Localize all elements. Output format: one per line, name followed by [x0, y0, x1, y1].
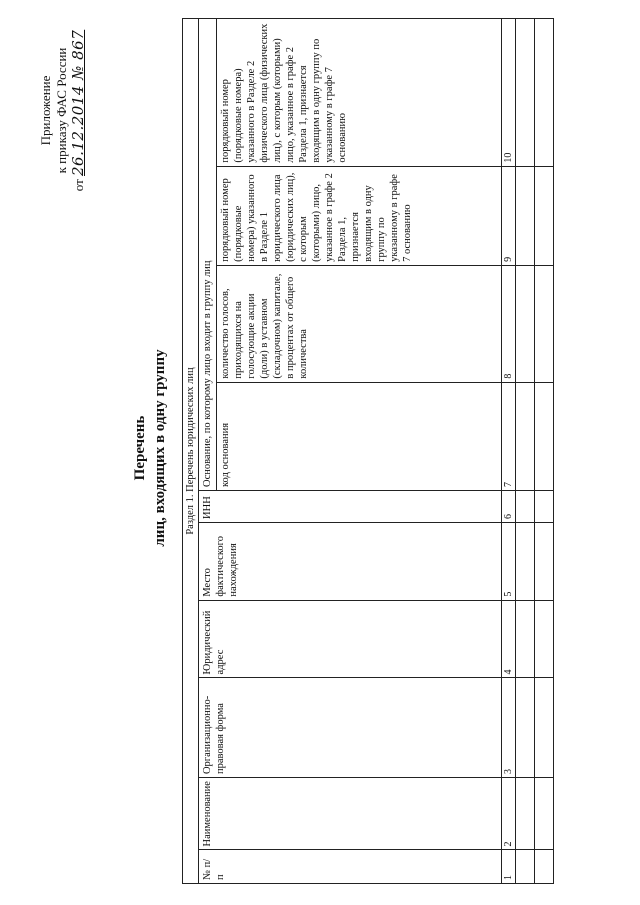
section-title: Раздел 1. Перечень юридических лиц	[183, 19, 199, 884]
column-number: 5	[502, 522, 516, 600]
header-col-5: Место фактического нахождения	[199, 522, 502, 600]
header-col-6: ИНН	[199, 491, 502, 523]
annex-date-prefix: от	[71, 179, 86, 192]
header-col-4: Юридический адрес	[199, 600, 502, 678]
title-line1: Перечень	[132, 415, 148, 481]
table-cell	[535, 600, 554, 678]
column-number: 8	[502, 265, 516, 382]
annex-line1: Приложение	[38, 75, 53, 146]
header-col-10: порядковый номер (порядковые номера) указанного в Разделе 2 физического лица (физических лиц), с которым (которыми) лицо, указанное в графе 2 Раздела 1, признается входящим в одну группу по указанному в графе 7 основанию	[217, 19, 502, 167]
header-col-9: порядковый номер (порядковые номера) указанного в Разделе 1 юридического лица (юридических лиц), с которым (которыми) лицо, указанное в графе 2 Раздела 1, признается входящим в одну группу по указанному в графе 7 основанию	[217, 166, 502, 265]
header-col-1: № п/п	[199, 850, 502, 884]
document-title	[130, 228, 170, 668]
handwritten-date-number: 26.12.2014 № 867	[69, 29, 87, 176]
table-row	[516, 19, 535, 884]
table-cell	[516, 778, 535, 850]
header-col-7: код основания	[217, 382, 502, 490]
column-number: 10	[502, 19, 516, 167]
table-cell	[535, 491, 554, 523]
table-cell	[516, 19, 535, 167]
header-col-2: Наименование	[199, 778, 502, 850]
title-line2: лиц, входящих в одну группу	[152, 349, 168, 547]
annex-line2: к приказу ФАС России	[54, 47, 69, 174]
annex-line3	[70, 23, 87, 198]
column-number: 2	[502, 778, 516, 850]
column-number-row	[502, 19, 516, 884]
group-persons-table	[182, 18, 554, 884]
column-number: 4	[502, 600, 516, 678]
column-number: 3	[502, 678, 516, 778]
table-cell	[535, 850, 554, 884]
table-cell	[516, 600, 535, 678]
table-cell	[535, 522, 554, 600]
table-cell	[516, 850, 535, 884]
table-cell	[535, 382, 554, 490]
table-cell	[516, 166, 535, 265]
table-cell	[516, 678, 535, 778]
table-cell	[516, 491, 535, 523]
table-cell	[535, 678, 554, 778]
header-col-8: количество голосов, приходящихся на голосующие акции (доли) в уставном (складочном) капитале, в процентах от общего количества	[217, 265, 502, 382]
column-number: 9	[502, 166, 516, 265]
section-row	[183, 19, 199, 884]
table-cell	[535, 19, 554, 167]
header-col-3: Организационно-правовая форма	[199, 678, 502, 778]
header-basis: Основание, по которому лицо входит в группу лиц	[199, 19, 217, 491]
column-number: 7	[502, 382, 516, 490]
header-row-1	[199, 19, 217, 884]
column-number: 1	[502, 850, 516, 884]
column-number: 6	[502, 491, 516, 523]
table-cell	[516, 265, 535, 382]
rotated-sheet	[30, 18, 615, 888]
annex-block	[38, 23, 87, 198]
table-cell	[535, 265, 554, 382]
table-cell	[535, 778, 554, 850]
table-cell	[516, 382, 535, 490]
table-cell	[516, 522, 535, 600]
table-cell	[535, 166, 554, 265]
table-row	[535, 19, 554, 884]
